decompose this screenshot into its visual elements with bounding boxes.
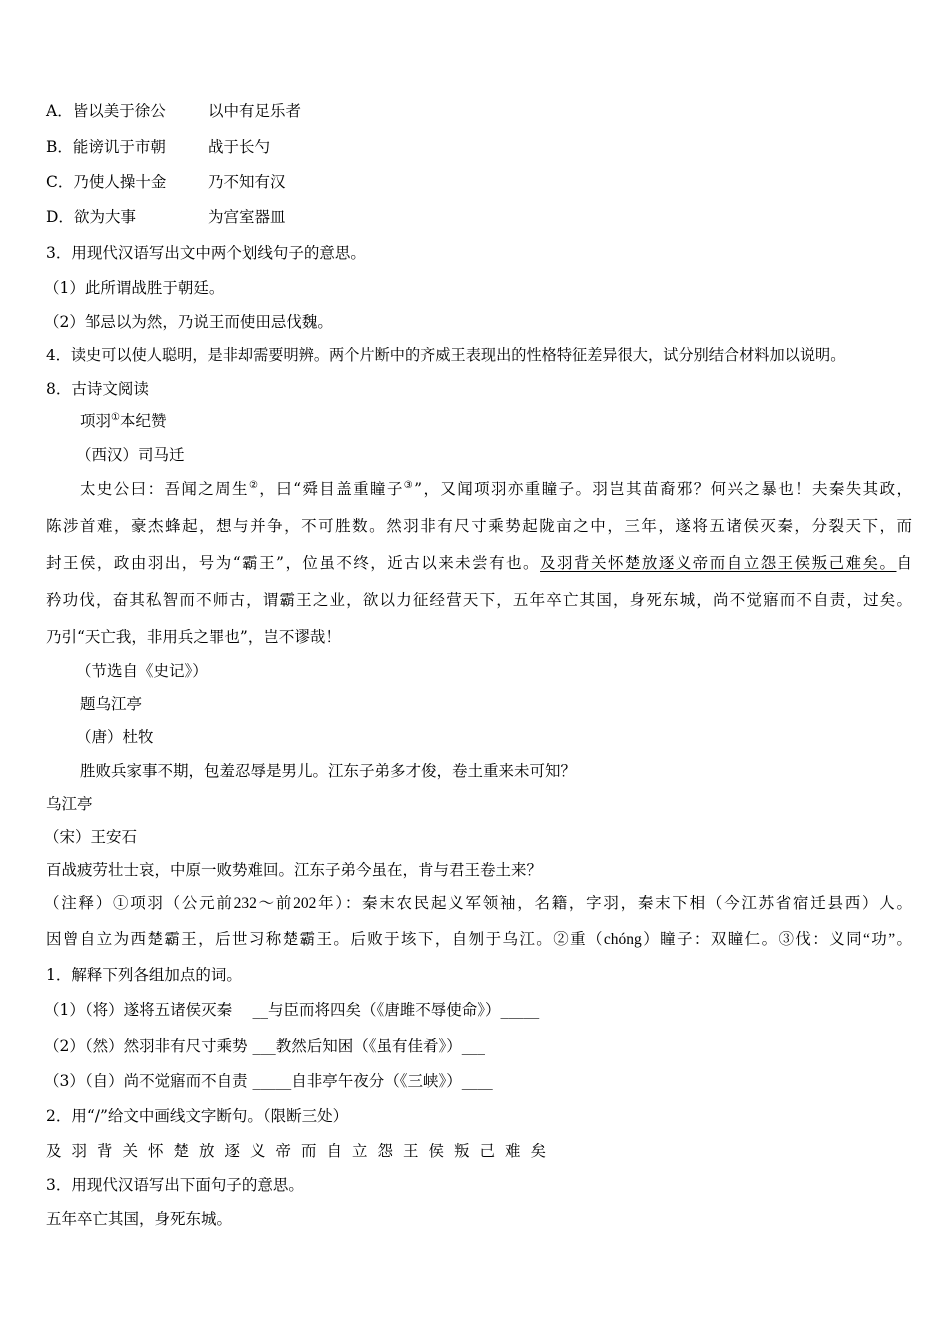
text2-poem: 胜败兵家事不期，包羞忍辱是男儿。江东子弟多才俊，卷土重来未可知？ (80, 762, 577, 780)
text1-paragraph-line (80, 479, 912, 499)
option-b (46, 137, 271, 157)
option-left: 皆以美于徐公 (72, 102, 166, 120)
option-left: 乃使人操十金 (73, 173, 167, 191)
option-left: 能谤讥于市朝 (72, 138, 166, 156)
text3-poem: 百战疲劳壮士哀，中原一败势难回。江东子弟今虽在，肯与君王卷土来？ (46, 861, 543, 879)
footnote-marker: ② (248, 479, 260, 491)
question-4: 4．读史可以使人聪明，是非却需要明辨。两个片断中的齐威王表现出的性格特征差异很大，试分别结合材料加以说明。 (46, 346, 846, 364)
question-1-item: （1）（将）遂将五诸侯灭秦 __与臣而将四矣（《唐雎不辱使命》）_____ (44, 1001, 540, 1019)
text-segment: ，曰“舜目盖重瞳子 (259, 480, 404, 498)
text2-title: 题乌江亭 (80, 695, 143, 713)
section-8-title: 8．古诗文阅读 (46, 380, 149, 398)
question-3-item-2: （2）邹忌以为然，乃说王而使田忌伐魏。 (44, 313, 333, 331)
option-label: B． (46, 138, 73, 156)
text3-title: 乌江亭 (46, 795, 93, 813)
option-right: 以中有足乐者 (208, 102, 302, 120)
question-1-item: （2）（然）然羽非有尺寸乘势 ___教然后知困（《虽有佳肴》）___ (44, 1037, 486, 1055)
option-right: 战于长勺 (208, 138, 271, 156)
text-segment: 太史公曰：吾闻之周生 (80, 480, 249, 498)
question-3b-text: 五年卒亡其国，身死东城。 (46, 1210, 233, 1228)
text1-paragraph-line (46, 553, 912, 573)
option-left: 欲为大事 (73, 208, 136, 226)
text-segment: 自 (896, 554, 912, 572)
text1-source: （节选自《史记》） (76, 662, 208, 680)
question-3b-title: 3．用现代汉语写出下面句子的意思。 (46, 1176, 304, 1194)
option-d (46, 207, 286, 227)
text1-author: （西汉）司马迁 (76, 446, 185, 464)
title-part: 本纪赞 (119, 412, 167, 430)
option-label: A． (46, 102, 73, 120)
option-label: D． (46, 208, 74, 226)
footnote-marker: ③ (403, 479, 415, 491)
notes-line: （注释）①项羽（公元前232～前202年）：秦末农民起义军领袖，名籍，字羽，秦末下相（今江苏省宿迁县西）人。 (44, 895, 912, 912)
text-segment: ”，又闻项羽亦重瞳子。羽岂其苗裔邪？何兴之暴也！夫秦失其政， (414, 480, 912, 498)
option-a (46, 101, 302, 121)
text1-title (80, 411, 167, 431)
question-3-title: 3．用现代汉语写出文中两个划线句子的意思。 (46, 244, 366, 262)
question-1-item: （3）（自）尚不觉寤而不自责 _____自非亭午夜分（《三峡》）____ (44, 1072, 493, 1090)
question-2-text: 及羽背关怀楚放逐义帝而自立怨王侯叛己难矣 (46, 1142, 557, 1160)
option-label: C． (46, 173, 74, 191)
text1-paragraph-line: 陈涉首难，豪杰蜂起，想与并争，不可胜数。然羽非有尺寸乘势起陇亩之中，三年，遂将五诸侯灭秦，分裂天下，而 (46, 517, 912, 535)
text3-author: （宋）王安石 (44, 828, 138, 846)
option-c (46, 172, 286, 192)
underlined-sentence: 及羽背关怀楚放逐义帝而自立怨王侯叛己难矣。 (540, 554, 897, 572)
notes-line: 因曾自立为西楚霸王，后世习称楚霸王。后败于垓下，自刎于乌江。②重（chóng）瞳子：双瞳仁。③伐：义同“功”。 (46, 931, 912, 948)
question-1-title: 1．解释下列各组加点的词。 (46, 966, 242, 984)
text1-paragraph-line: 矜功伐，奋其私智而不师古，谓霸王之业，欲以力征经营天下，五年卒亡其国，身死东城，尚不觉寤而不自责，过矣。 (46, 591, 912, 609)
text2-author: （唐）杜牧 (76, 728, 154, 746)
footnote-marker: ① (111, 411, 120, 423)
title-part: 项羽 (80, 412, 112, 430)
option-right: 为宫室器皿 (208, 208, 286, 226)
text-segment: 封王侯，政由羽出，号为“霸王”，位虽不终，近古以来未尝有也。 (46, 554, 541, 572)
option-right: 乃不知有汉 (208, 173, 286, 191)
question-2-title: 2．用“/”给文中画线文字断句。（限断三处） (46, 1107, 349, 1125)
text1-paragraph-line: 乃引“天亡我，非用兵之罪也”，岂不谬哉！ (46, 628, 341, 646)
question-3-item-1: （1）此所谓战胜于朝廷。 (44, 279, 225, 297)
